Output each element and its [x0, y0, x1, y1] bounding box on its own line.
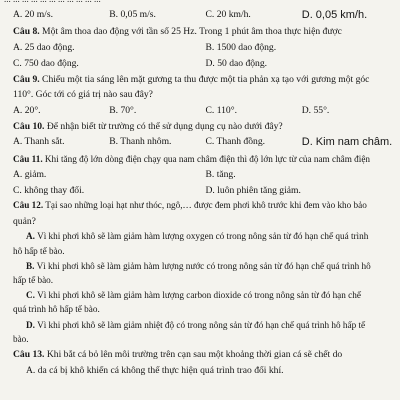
question-text: Một âm thoa dao động với tần số 25 Hz. Trong 1 phút âm thoa thực hiện được	[39, 26, 342, 38]
answer-letter: C.	[26, 290, 35, 301]
answer-text: Vì khi phơi khô sẽ làm giảm nhiệt độ có trong nông sản từ đó hạn chế quá trình hô hấp tế	[34, 319, 366, 330]
question-text-continued: 110°. Góc tới có giá trị nào sau đây?	[13, 89, 153, 101]
option-c: C. không thay đổi.	[13, 184, 85, 196]
answer-b	[13, 261, 398, 272]
option-b: B. 1500 dao động.	[205, 42, 277, 54]
option-a: A. 20 m/s.	[13, 9, 53, 20]
answer-letter: A.	[26, 231, 35, 242]
answer-a: A. da cá bị khô khiến cá không thể thực hiện quá trình trao đổi khí.	[26, 364, 284, 376]
options-row-q11-2	[13, 185, 398, 197]
option-b: B. 70°.	[109, 104, 137, 116]
option-c: C. 110°.	[205, 104, 237, 116]
option-b: B. Thanh nhôm.	[109, 136, 172, 148]
question-number: Câu 12.	[13, 200, 44, 211]
option-c: C. 750 dao động.	[13, 57, 79, 69]
question-number: Câu 8.	[13, 26, 40, 38]
option-d: D. Kim nam châm.	[301, 136, 393, 149]
question-number: Câu 10.	[13, 120, 45, 132]
options-row-q8-2	[13, 58, 398, 70]
question-text-continued: quản?	[13, 215, 36, 227]
cut-off-top-line	[4, 0, 400, 5]
option-d: D. luôn phiên tăng giảm.	[205, 184, 301, 196]
option-a: A. 25 dao động.	[13, 42, 75, 54]
question-12	[13, 200, 398, 211]
question-text: Khi bắt cá bỏ lên môi trường trên cạn sau một khoảng thời gian cá sẽ chết do	[44, 349, 343, 361]
answer-letter: B.	[26, 260, 35, 271]
answer-d-continued: bào.	[13, 333, 29, 344]
option-c: C. 20 km/h.	[205, 9, 251, 20]
options-row-q10	[13, 136, 398, 149]
answer-text: Vì khi phơi khô sẽ làm giảm hàm lượng oxygen có trong nông sản từ đó hạn chế quá trình	[34, 231, 369, 242]
question-list	[13, 9, 398, 379]
question-10	[13, 121, 398, 133]
option-a: A. giảm.	[13, 168, 47, 180]
question-text: Để nhận biết từ trường có thể sử dụng dụng cụ nào dưới đây?	[44, 120, 283, 132]
question-number: Câu 13.	[13, 349, 45, 361]
question-11	[13, 154, 398, 165]
answer-text: Vì khi phơi khô sẽ làm giảm hàm lượng carbon dioxide có trong nông sản từ đó hạn chế	[34, 290, 361, 301]
option-b: B. 0,05 m/s.	[109, 9, 156, 20]
answer-d	[13, 320, 398, 331]
answer-text: Vì khi phơi khô sẽ làm giảm hàm lượng nước có trong nông sản từ đó hạn chế quá trình hô	[34, 260, 371, 271]
option-a: A. Thanh sắt.	[13, 136, 65, 148]
question-number: Câu 11.	[13, 153, 43, 164]
option-a: A. 20°.	[13, 104, 41, 116]
option-b: B. tăng.	[205, 168, 236, 180]
option-d: D. 50 dao động.	[205, 57, 268, 69]
question-8	[13, 26, 398, 38]
options-row-q11-1	[13, 169, 398, 181]
answer-letter: D.	[26, 319, 35, 330]
question-text: Chiếu một tia sáng lên mặt gương ta thu được một tia phản xạ tạo với gương một góc	[39, 73, 370, 85]
options-row-q9	[13, 105, 398, 117]
answer-b-continued: hấp tế bào.	[13, 274, 54, 285]
answer-c-continued: quá trình hô hấp tế bào.	[13, 304, 100, 315]
option-c: C. Thanh đồng.	[205, 136, 266, 148]
question-text: Khi tăng độ lớn dòng điện chạy qua nam châm điện thì độ lớn lực từ của nam châm điện	[42, 153, 371, 164]
question-9	[13, 74, 398, 86]
options-row-q7	[13, 9, 398, 22]
options-row-q8-1	[13, 42, 398, 54]
answer-a-continued: hô hấp tế bào.	[13, 245, 65, 256]
option-d: D. 0,05 km/h.	[301, 9, 368, 21]
option-d: D. 55°.	[301, 104, 330, 116]
answer-a	[13, 231, 398, 242]
question-text: Tại sao những loại hạt như thóc, ngô,… được đem phơi khô trước khi đem vào kho bảo	[43, 200, 367, 211]
answer-c	[13, 290, 398, 301]
question-number: Câu 9.	[13, 73, 40, 85]
question-13	[13, 349, 398, 361]
